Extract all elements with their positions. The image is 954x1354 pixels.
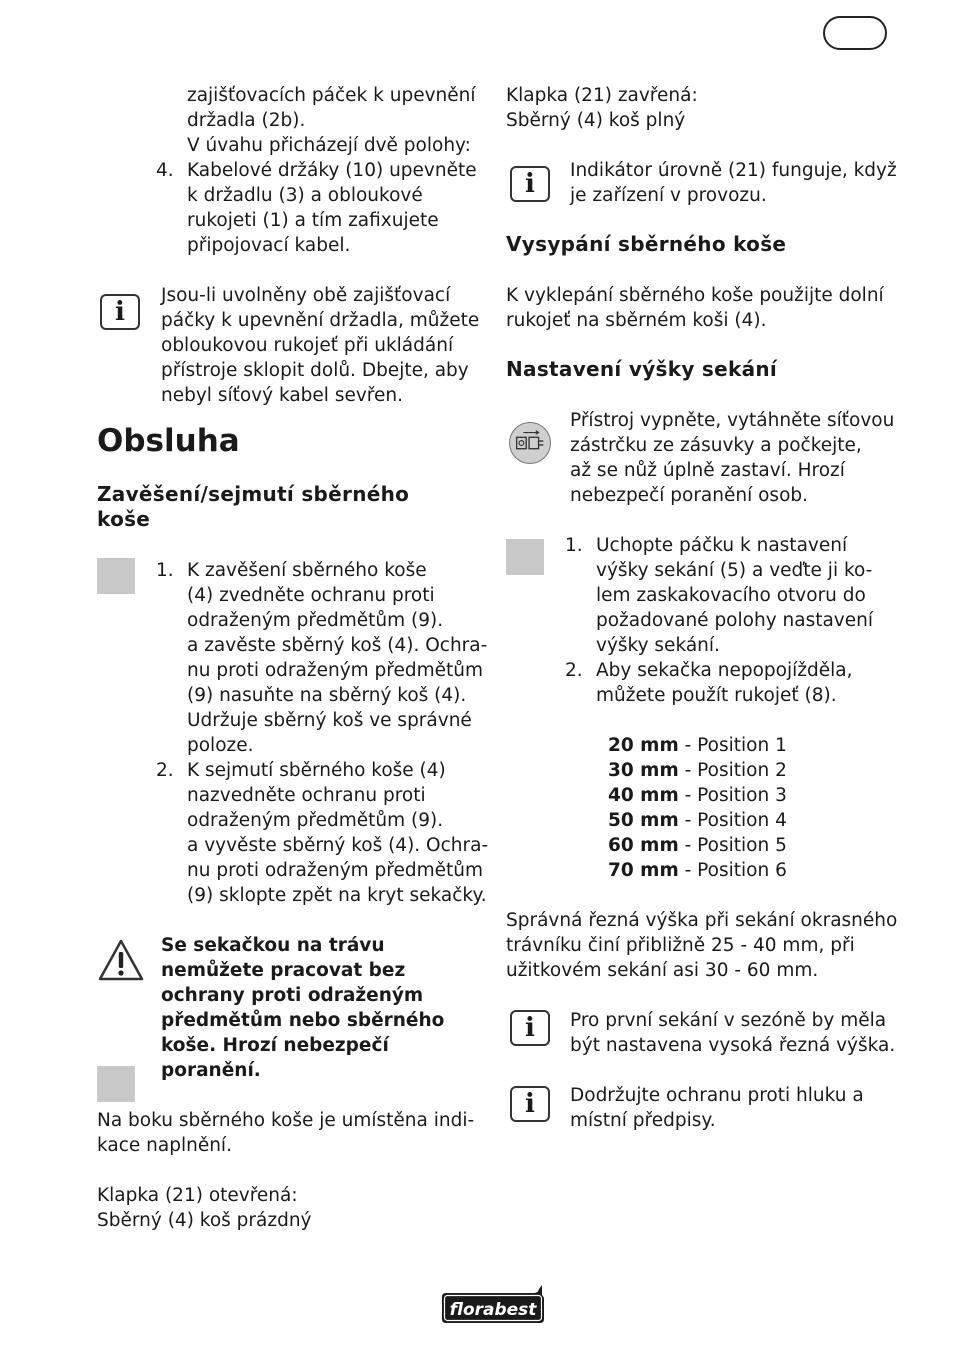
text-line: V úvahu přicházejí dvě polohy:	[187, 135, 471, 156]
info-icon: i	[510, 1010, 550, 1046]
text-line: zástrčku ze zásuvky a počkejte,	[570, 435, 862, 456]
info-icon: i	[510, 166, 550, 202]
position-label: - Position 5	[678, 835, 787, 856]
text-line: kace naplnění.	[97, 1135, 232, 1156]
text-line: požadované polohy nastavení	[596, 610, 874, 631]
text-line: lem zaskakovacího otvoru do	[596, 585, 866, 606]
step-number: 2.	[565, 660, 583, 681]
logo-text: florabest	[449, 1300, 537, 1320]
warning-line: předmětům nebo sběrného	[161, 1010, 445, 1031]
text-line: výšky sekání.	[596, 635, 720, 656]
text-line: odraženým předmětům (9).	[187, 810, 444, 831]
height-value: 30 mm	[608, 760, 679, 781]
height-position-row	[608, 783, 787, 808]
text-line: můžete použít rukojeť (8).	[596, 685, 837, 706]
text-line: (9) sklopte zpět na kryt sekačky.	[187, 885, 487, 906]
text-line: odraženým předmětům (9).	[187, 610, 444, 631]
text-line: Správná řezná výška při sekání okrasného	[506, 910, 898, 931]
info-icon: i	[100, 294, 140, 330]
text-line: nu proti odraženým předmětům	[187, 660, 484, 681]
height-value: 60 mm	[608, 835, 679, 856]
text-line: Přístroj vypněte, vytáhněte síťovou	[570, 410, 895, 431]
step-number: 1.	[156, 560, 174, 581]
text-line: k držadlu (3) a obloukové	[187, 185, 423, 206]
height-position-row	[608, 758, 787, 783]
step-number: 1.	[565, 535, 583, 556]
info-note-line: Jsou-li uvolněny obě zajišťovací	[161, 285, 451, 306]
subsection-heading: Nastavení výšky sekání	[506, 357, 778, 381]
language-badge	[823, 16, 887, 50]
info-note-line: místní předpisy.	[570, 1110, 716, 1131]
unplug-icon	[509, 422, 551, 464]
height-value: 50 mm	[608, 810, 679, 831]
info-note-line: Pro první sekání v sezóně by měla	[570, 1010, 887, 1031]
text-line: nebezpečí poranění osob.	[570, 485, 809, 506]
subsection-heading: koše	[97, 507, 151, 531]
text-line: Kabelové držáky (10) upevněte	[187, 160, 477, 181]
warning-line: koše. Hrozí nebezpečí	[161, 1035, 389, 1056]
figure-reference-marker	[97, 558, 135, 594]
section-title: Obsluha	[97, 423, 240, 459]
text-line: užitkovém sekání asi 30 - 60 mm.	[506, 960, 819, 981]
text-line: rukojeti (1) a tím zafixujete	[187, 210, 439, 231]
text-line: připojovací kabel.	[187, 235, 351, 256]
warning-line: Se sekačkou na trávu	[161, 935, 385, 956]
figure-reference-marker	[506, 539, 544, 575]
height-position-row	[608, 833, 787, 858]
height-value: 20 mm	[608, 735, 679, 756]
text-line: Aby sekačka nepopojížděla,	[596, 660, 853, 681]
text-line: Klapka (21) otevřená:	[97, 1185, 298, 1206]
info-note-line: přístroje sklopit dolů. Dbejte, aby	[161, 360, 469, 381]
subsection-heading: Vysypání sběrného koše	[506, 232, 787, 256]
info-note-line: páčky k upevnění držadla, můžete	[161, 310, 480, 331]
step-number: 2.	[156, 760, 174, 781]
text-line: Klapka (21) zavřená:	[506, 85, 698, 106]
warning-line: nemůžete pracovat bez	[161, 960, 406, 981]
position-label: - Position 1	[678, 735, 787, 756]
florabest-logo	[438, 1285, 548, 1325]
info-note-line: Indikátor úrovně (21) funguje, když	[570, 160, 897, 181]
info-note-line: je zařízení v provozu.	[570, 185, 767, 206]
position-label: - Position 4	[678, 810, 787, 831]
text-line: výšky sekání (5) a veďte ji ko-	[596, 560, 873, 581]
text-line: Na boku sběrného koše je umístěna indi-	[97, 1110, 475, 1131]
info-icon: i	[510, 1086, 550, 1122]
info-note-line: obloukovou rukojeť při ukládání	[161, 335, 454, 356]
text-line: a zavěste sběrný koš (4). Ochra-	[187, 635, 488, 656]
position-label: - Position 3	[678, 785, 787, 806]
text-line: K sejmutí sběrného koše (4)	[187, 760, 446, 781]
text-line: nu proti odraženým předmětům	[187, 860, 484, 881]
text-line: poloze.	[187, 735, 254, 756]
warning-icon	[98, 938, 144, 982]
info-note-line: Dodržujte ochranu proti hluku a	[570, 1085, 864, 1106]
height-value: 70 mm	[608, 860, 679, 881]
text-line: rukojeť na sběrném koši (4).	[506, 310, 767, 331]
info-note-line: být nastavena vysoká řezná výška.	[570, 1035, 896, 1056]
text-line: nazvedněte ochranu proti	[187, 785, 426, 806]
text-line: trávníku činí přibližně 25 - 40 mm, při	[506, 935, 855, 956]
height-position-row	[608, 858, 787, 883]
position-label: - Position 2	[678, 760, 787, 781]
height-value: 40 mm	[608, 785, 679, 806]
step-number: 4.	[156, 160, 174, 181]
text-line: Sběrný (4) koš prázdný	[97, 1210, 312, 1231]
info-note-line: nebyl síťový kabel sevřen.	[161, 385, 403, 406]
warning-line: poranění.	[161, 1060, 261, 1081]
height-position-row	[608, 808, 787, 833]
warning-line: ochrany proti odraženým	[161, 985, 424, 1006]
text-line: (9) nasuňte na sběrný koš (4).	[187, 685, 467, 706]
position-label: - Position 6	[678, 860, 787, 881]
text-line: a vyvěste sběrný koš (4). Ochra-	[187, 835, 489, 856]
text-line: (4) zvedněte ochranu proti	[187, 585, 435, 606]
text-line: Uchopte páčku k nastavení	[596, 535, 848, 556]
text-line: až se nůž úplně zastaví. Hrozí	[570, 460, 845, 481]
text-line: držadla (2b).	[187, 110, 306, 131]
subsection-heading: Zavěšení/sejmutí sběrného	[97, 482, 410, 506]
figure-reference-marker	[97, 1066, 135, 1102]
text-line: K zavěšení sběrného koše	[187, 560, 427, 581]
text-line: zajišťovacích páček k upevnění	[187, 85, 476, 106]
height-position-row	[608, 733, 787, 758]
text-line: Sběrný (4) koš plný	[506, 110, 686, 131]
text-line: Udržuje sběrný koš ve správné	[187, 710, 472, 731]
text-line: K vyklepání sběrného koše použijte dolní	[506, 285, 884, 306]
